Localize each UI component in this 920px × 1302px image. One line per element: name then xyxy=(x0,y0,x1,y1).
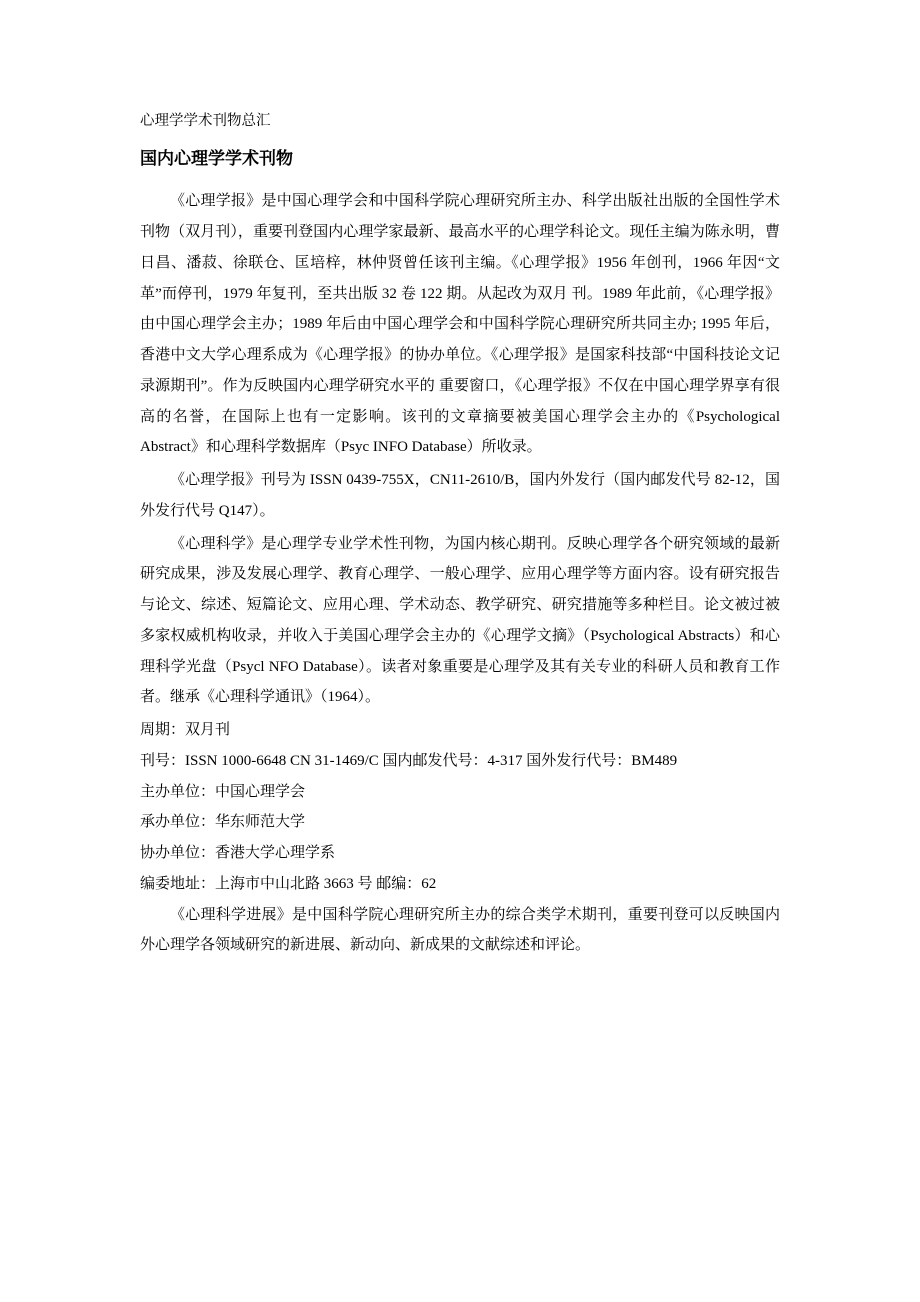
paragraph-jinzhan-intro: 《心理科学进展》是中国科学院心理研究所主办的综合类学术期刊，重要刊登可以反映国内外心理学各领域研究的新进展、新动向、新成果的文献综述和评论。 xyxy=(140,906,780,954)
paragraph-xinlikexue-intro: 《心理科学》是心理学专业学术性刊物，为国内核心期刊。反映心理学各个研究领域的最新研究成果，涉及发展心理学、教育心理学、一般心理学、应用心理学等方面内容。设有研究报告与论文、综述、短篇论文、应用心理、学术动态、教学研究、研究措施等多种栏目。论文被过被多家权威机构收录，并收入于美国心理学会主办的《心理学文摘》（Psychological Abstracts）和心理科学光盘（Psycl NFO Database）。读者对象重要是心理学及其有关专业的科研人员和教育工作者。继承《心理科学通讯》（1964）。 xyxy=(140,535,780,706)
meta-line-period: 周期：双月刊 xyxy=(140,722,231,739)
meta-line-sponsor: 主办单位：中国心理学会 xyxy=(140,783,306,800)
meta-line-coorganizer: 协办单位：香港大学心理学系 xyxy=(140,845,336,862)
document-header-line: 心理学学术刊物总汇 xyxy=(140,113,271,129)
meta-line-organizer: 承办单位：华东师范大学 xyxy=(140,814,306,831)
meta-line-address: 编委地址：上海市中山北路 3663 号 邮编：62 xyxy=(140,875,437,892)
paragraph-xinlixuebao-issn: 《心理学报》刊号为 ISSN 0439-755X，CN11-2610/B，国内外发行（国内邮发代号 82-12，国外发行代号 Q147）。 xyxy=(140,472,780,519)
paragraph-xinlixuebao-intro: 《心理学报》是中国心理学会和中国科学院心理研究所主办、科学出版社出版的全国性学术刊物（双月刊），重要刊登国内心理学家最新、最高水平的心理学科论文。现任主编为陈永明，曹日昌、潘菽、徐联仓、匡培梓，林仲贤曾任该刊主编。《心理学报》1956 年创刊，1966 年因“文革”而停刊，1979 年复刊，至共出版 32 卷 122 期。从起改为双月 刊。1989 年此前，《心理学报》由中国心理学会主办；1989 年后由中国心理学会和中国科学院心理研究所共同主办; 1995 年后，香港中文大学心理系成为《心理学报》的协办单位。《心理学报》是国家科技部“中国科技论文记录源期刊”。作为反映国内心理学研究水平的 重要窗口，《心理学报》不仅在中国心理学界享有很高的名誉，在国际上也有一定影响。该刊的文章摘要被美国心理学会主办的《Psychological Abstract》和心理科学数据库（Psyc INFO Database）所收录。 xyxy=(140,193,780,456)
meta-line-issn: 刊号：ISSN 1000-6648 CN 31-1469/C 国内邮发代号：4-317 国外发行代号：BM489 xyxy=(140,752,678,769)
section-title: 国内心理学学术刊物 xyxy=(140,149,293,169)
